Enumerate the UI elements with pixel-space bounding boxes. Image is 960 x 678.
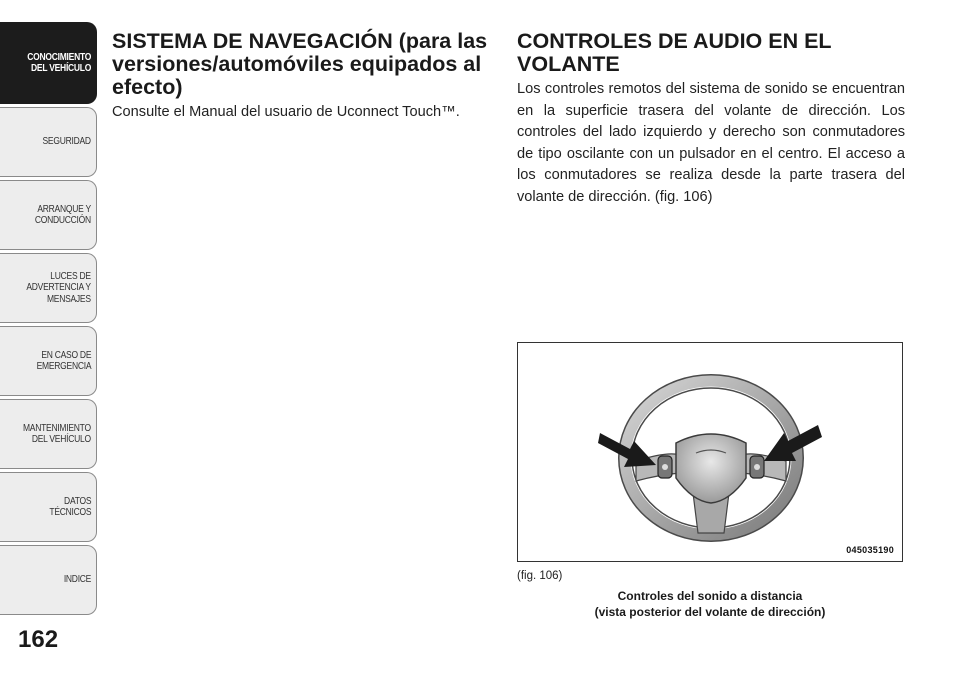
tab-datos-tecnicos[interactable] xyxy=(0,472,97,542)
navigation-heading: SISTEMA DE NAVEGACIÓN (para las versiones/automóviles equipados al efecto) xyxy=(112,29,488,99)
tab-label: ARRANQUE Y CONDUCCIÓN xyxy=(34,203,91,226)
tab-label: INDICE xyxy=(63,574,91,586)
steering-wheel-illustration xyxy=(518,343,903,562)
tab-luces-de-advertencia[interactable] xyxy=(0,253,97,323)
caption-line-2: (vista posterior del volante de dirección) xyxy=(594,605,826,619)
tab-en-caso-de-emergencia[interactable] xyxy=(0,326,97,396)
navigation-body: Consulte el Manual del usuario de Uconnect Touch™. xyxy=(112,104,460,120)
tab-label: CONOCIMIENTO DEL VEHÍCULO xyxy=(27,51,91,74)
audio-controls-section xyxy=(517,30,905,208)
tab-label: LUCES DE ADVERTENCIA Y MENSAJES xyxy=(26,270,91,305)
figure-reference: (fig. 106) xyxy=(517,570,563,582)
figure-caption xyxy=(517,588,903,620)
tab-conocimiento-del-vehiculo[interactable] xyxy=(0,22,97,104)
audio-controls-heading: CONTROLES DE AUDIO EN EL VOLANTE xyxy=(517,29,832,76)
tab-seguridad[interactable] xyxy=(0,107,97,177)
steering-wheel-figure xyxy=(517,342,903,562)
tab-label: EN CASO DE EMERGENCIA xyxy=(36,349,91,372)
caption-line-1: Controles del sonido a distancia xyxy=(617,589,803,603)
navigation-section xyxy=(112,30,500,124)
page-number: 162 xyxy=(18,626,59,653)
tab-mantenimiento-del-vehiculo[interactable] xyxy=(0,399,97,469)
tab-arranque-y-conduccion[interactable] xyxy=(0,180,97,250)
audio-controls-body: Los controles remotos del sistema de sonido se encuentran en la superficie trasera del volante de dirección. Los controles del lado izquierdo y derecho son conmutadores de tipo oscilante con un pulsador en el centro. El acceso a los conmutadores se realiza desde la parte trasera del volante de dirección. (fig. 106) xyxy=(517,81,905,205)
tab-label: SEGURIDAD xyxy=(42,136,91,148)
chapter-tabs xyxy=(0,22,97,618)
tab-label: DATOS TÉCNICOS xyxy=(49,495,91,518)
tab-indice[interactable] xyxy=(0,545,97,615)
figure-code: 045035190 xyxy=(846,545,894,555)
tab-label: MANTENIMIENTO DEL VEHÍCULO xyxy=(23,422,91,445)
